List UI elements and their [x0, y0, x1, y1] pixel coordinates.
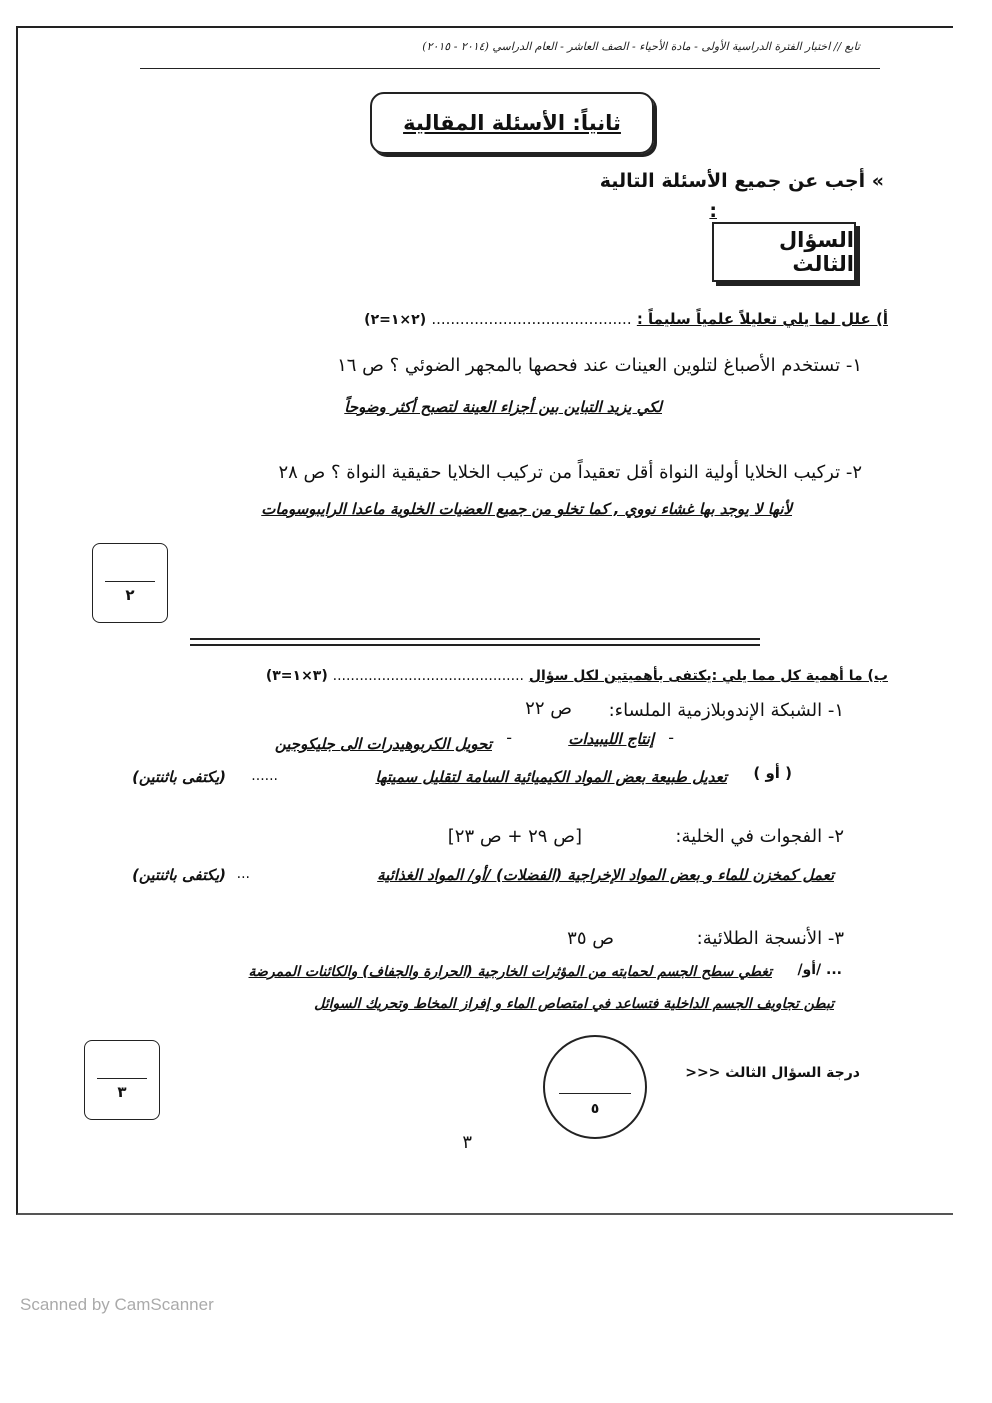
- part-b-item-3-page: ص ٣٥: [567, 928, 614, 949]
- part-b-item-1-title: ١- الشبكة الإندوبلازمية الملساء:: [608, 700, 844, 721]
- header-rule: [140, 68, 880, 69]
- score-divider: [105, 581, 155, 582]
- part-b-item-3-answer-1: تغطي سطح الجسم لحمايته من المؤثرات الخارجية (الحرارة والجفاف) والكائنات الممرضة: [248, 964, 772, 980]
- question-three-title-text: السؤال الثالث: [778, 228, 854, 276]
- page-number: ٣: [462, 1132, 472, 1153]
- exam-header: تابع // اختبار الفترة الدراسية الأولى - مادة الأحياء - الصف العاشر - العام الدراسي (٢٠١٤ - ٢٠١٥): [422, 40, 860, 53]
- question-three-title: [712, 222, 856, 282]
- part-a-question-1: ١- تستخدم الأصباغ لتلوين العينات عند فحصها بالمجهر الضوئي ؟ ص ١٦: [337, 355, 862, 376]
- part-b-item-1-answer-3: تعديل طبيعة بعض المواد الكيميائية السامة لتقليل سميتها: [375, 768, 727, 786]
- part-b-item-2-dots: ...: [236, 866, 250, 882]
- part-b-item-3-answer-1-tail: ... /أو/: [797, 962, 842, 978]
- part-b-item-3-title: ٣- الأنسجة الطلائية:: [696, 928, 844, 949]
- part-a-header: [108, 310, 888, 328]
- part-a-score: ٢: [125, 586, 135, 605]
- part-b-item-1-dash-1: -: [668, 728, 674, 747]
- part-b-item-1-answer-1: إنتاج الليبيدات: [568, 730, 654, 748]
- question-total-value: ٥: [590, 1101, 600, 1117]
- score-divider: [97, 1078, 147, 1079]
- part-b-item-1-or: ( أو ): [753, 764, 792, 782]
- part-a-score-box: [92, 543, 168, 623]
- instruction: » أجب عن جميع الأسئلة التالية: [599, 170, 884, 192]
- part-a-answer-1: لكي يزيد التباين بين أجزاء العينة لتصبح أكثر وضوحاً: [344, 398, 662, 416]
- part-b-label: ب) ما أهمية كل مما يلي :يكتفى بأهميتين لكل سؤال: [528, 668, 888, 684]
- part-a-label: أ) علل لما يلي تعليلاً علمياً سليماً :: [636, 310, 888, 328]
- part-b-item-1-dash-2: -: [506, 728, 512, 747]
- part-b-item-2-note: (يكتفى باثنتين): [132, 866, 226, 884]
- part-b-dots: ...........................................: [332, 668, 524, 684]
- question-total-circle: [543, 1035, 647, 1139]
- part-a-dots: ..........................................: [431, 310, 632, 328]
- part-a-marks: (٢×١=٢): [364, 312, 427, 328]
- part-b-item-3-answer-2: تبطن تجاويف الجسم الداخلية فتساعد في امتصاص الماء و إفراز المخاط وتحريك السوائل: [314, 996, 834, 1012]
- part-b-item-1-answer-2: تحويل الكربوهيدرات الى جليكوجين: [274, 735, 492, 753]
- part-a-question-2: ٢- تركيب الخلايا أولية النواة أقل تعقيداً من تركيب الخلايا حقيقية النواة ؟ ص ٢٨: [278, 462, 862, 483]
- part-b-marks: (٣×١=٣): [265, 668, 328, 684]
- question-total-label: درجة السؤال الثالث <<<: [685, 1065, 860, 1081]
- part-b-item-1-dots: ......: [251, 768, 278, 784]
- scan-watermark: Scanned by CamScanner: [20, 1295, 214, 1314]
- part-b-item-1-page: ص ٢٢: [525, 698, 572, 719]
- section-title-text: ثانياً: الأسئلة المقالية: [403, 111, 621, 135]
- part-b-item-2-title: ٢- الفجوات في الخلية:: [675, 826, 844, 847]
- part-b-score-box: [84, 1040, 160, 1120]
- circle-divider: [559, 1093, 631, 1094]
- part-b-score: ٣: [117, 1083, 127, 1102]
- divider-rule-top: [190, 638, 760, 640]
- part-b-header: [98, 668, 888, 684]
- part-a-answer-2: لأنها لا يوجد بها غشاء نووي , كما تخلو من جميع العضيات الخلوية ماعدا الرايبوسومات: [261, 500, 792, 518]
- part-b-item-2-page: [ص ٢٩ + ص ٢٣]: [447, 826, 582, 847]
- part-b-item-1-note: (يكتفى باثنتين): [132, 768, 226, 786]
- instruction-colon: :: [709, 200, 717, 222]
- part-b-item-2-answer: تعمل كمخزن للماء و بعض المواد الإخراجية (الفضلات) /أو/ المواد الغذائية: [377, 866, 834, 884]
- divider-rule-bottom: [190, 644, 760, 646]
- section-title: [370, 92, 654, 154]
